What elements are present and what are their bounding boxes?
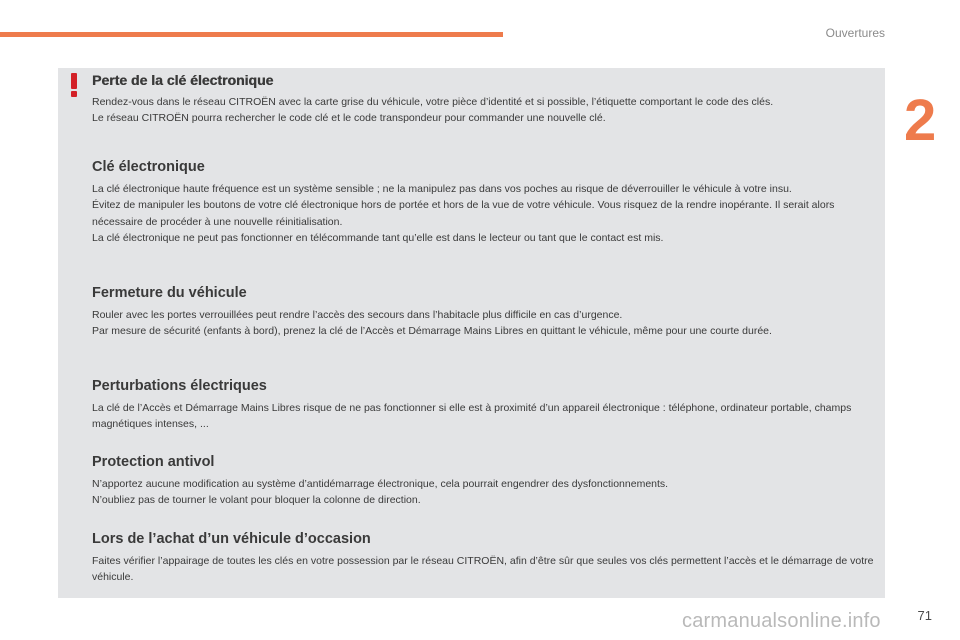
section-title: Clé électronique — [92, 159, 205, 175]
section-fermeture-vehicule — [92, 285, 877, 340]
section-title: Lors de l’achat d’un véhicule d’occasion — [92, 531, 371, 547]
section-title: Perturbations électriques — [92, 378, 267, 394]
section-text: N’apportez aucune modification au système d’antidémarrage électronique, cela pourrait engendrer des dysfonctionnements. — [92, 478, 669, 490]
warning-title: Perte de la clé électronique — [92, 72, 274, 88]
section-text: Évitez de manipuler les boutons de votre clé électronique hors de portée et hors de la vue de votre véhicule. Vous risquez de la rendre inopérante. Il serait alors nécessaire de procéder à une nouvelle réinitialisation. — [92, 199, 835, 228]
watermark: carmanualsonline.info — [682, 610, 881, 632]
section-text: Par mesure de sécurité (enfants à bord), prenez la clé de l’Accès et Démarrage Mains Libres en quittant le véhicule, même pour une courte durée. — [92, 325, 772, 338]
chapter-number: 2 — [904, 88, 937, 153]
section-achat-occasion — [92, 531, 877, 586]
section-text: La clé de l’Accès et Démarrage Mains Libres risque de ne pas fonctionner si elle est à proximité d’un appareil électronique : téléphone, ordinateur portable, champs magnétiques intenses, ... — [92, 402, 852, 431]
section-title: Fermeture du véhicule — [92, 285, 247, 301]
warning-block — [92, 72, 877, 127]
section-text: La clé électronique haute fréquence est un système sensible ; ne la manipulez pas dans vos poches au risque de déverrouiller le véhicule à votre insu. — [92, 183, 792, 195]
top-accent-bar — [0, 32, 503, 37]
section-title: Protection antivol — [92, 454, 215, 470]
section-text: Faites vérifier l’appairage de toutes les clés en votre possession par le réseau CITROËN, afin d’être sûr que seules vos clés permettent l’accès et le démarrage de votre véhicule. — [92, 555, 874, 584]
section-text: La clé électronique ne peut pas fonctionner en télécommande tant qu’elle est dans le lecteur ou tant que le contact est mis. — [92, 232, 664, 245]
section-text: N’oubliez pas de tourner le volant pour bloquer la colonne de direction. — [92, 494, 421, 507]
warning-exclamation-icon — [69, 73, 79, 97]
warning-text-2: Le réseau CITROËN pourra rechercher le code clé et le code transpondeur pour commander une nouvelle clé. — [92, 112, 606, 125]
section-perturbations-electriques — [92, 378, 877, 433]
section-cle-electronique — [92, 159, 877, 247]
page-number: 71 — [917, 608, 932, 623]
warning-text-1: Rendez-vous dans le réseau CITROËN avec la carte grise du véhicule, votre pièce d’identité et si possible, l’étiquette comportant le code des clés. — [92, 96, 774, 108]
section-protection-antivol — [92, 454, 877, 509]
section-text: Rouler avec les portes verrouillées peut rendre l’accès des secours dans l’habitacle plus difficile en cas d’urgence. — [92, 309, 623, 321]
section-header: Ouvertures — [825, 26, 885, 40]
